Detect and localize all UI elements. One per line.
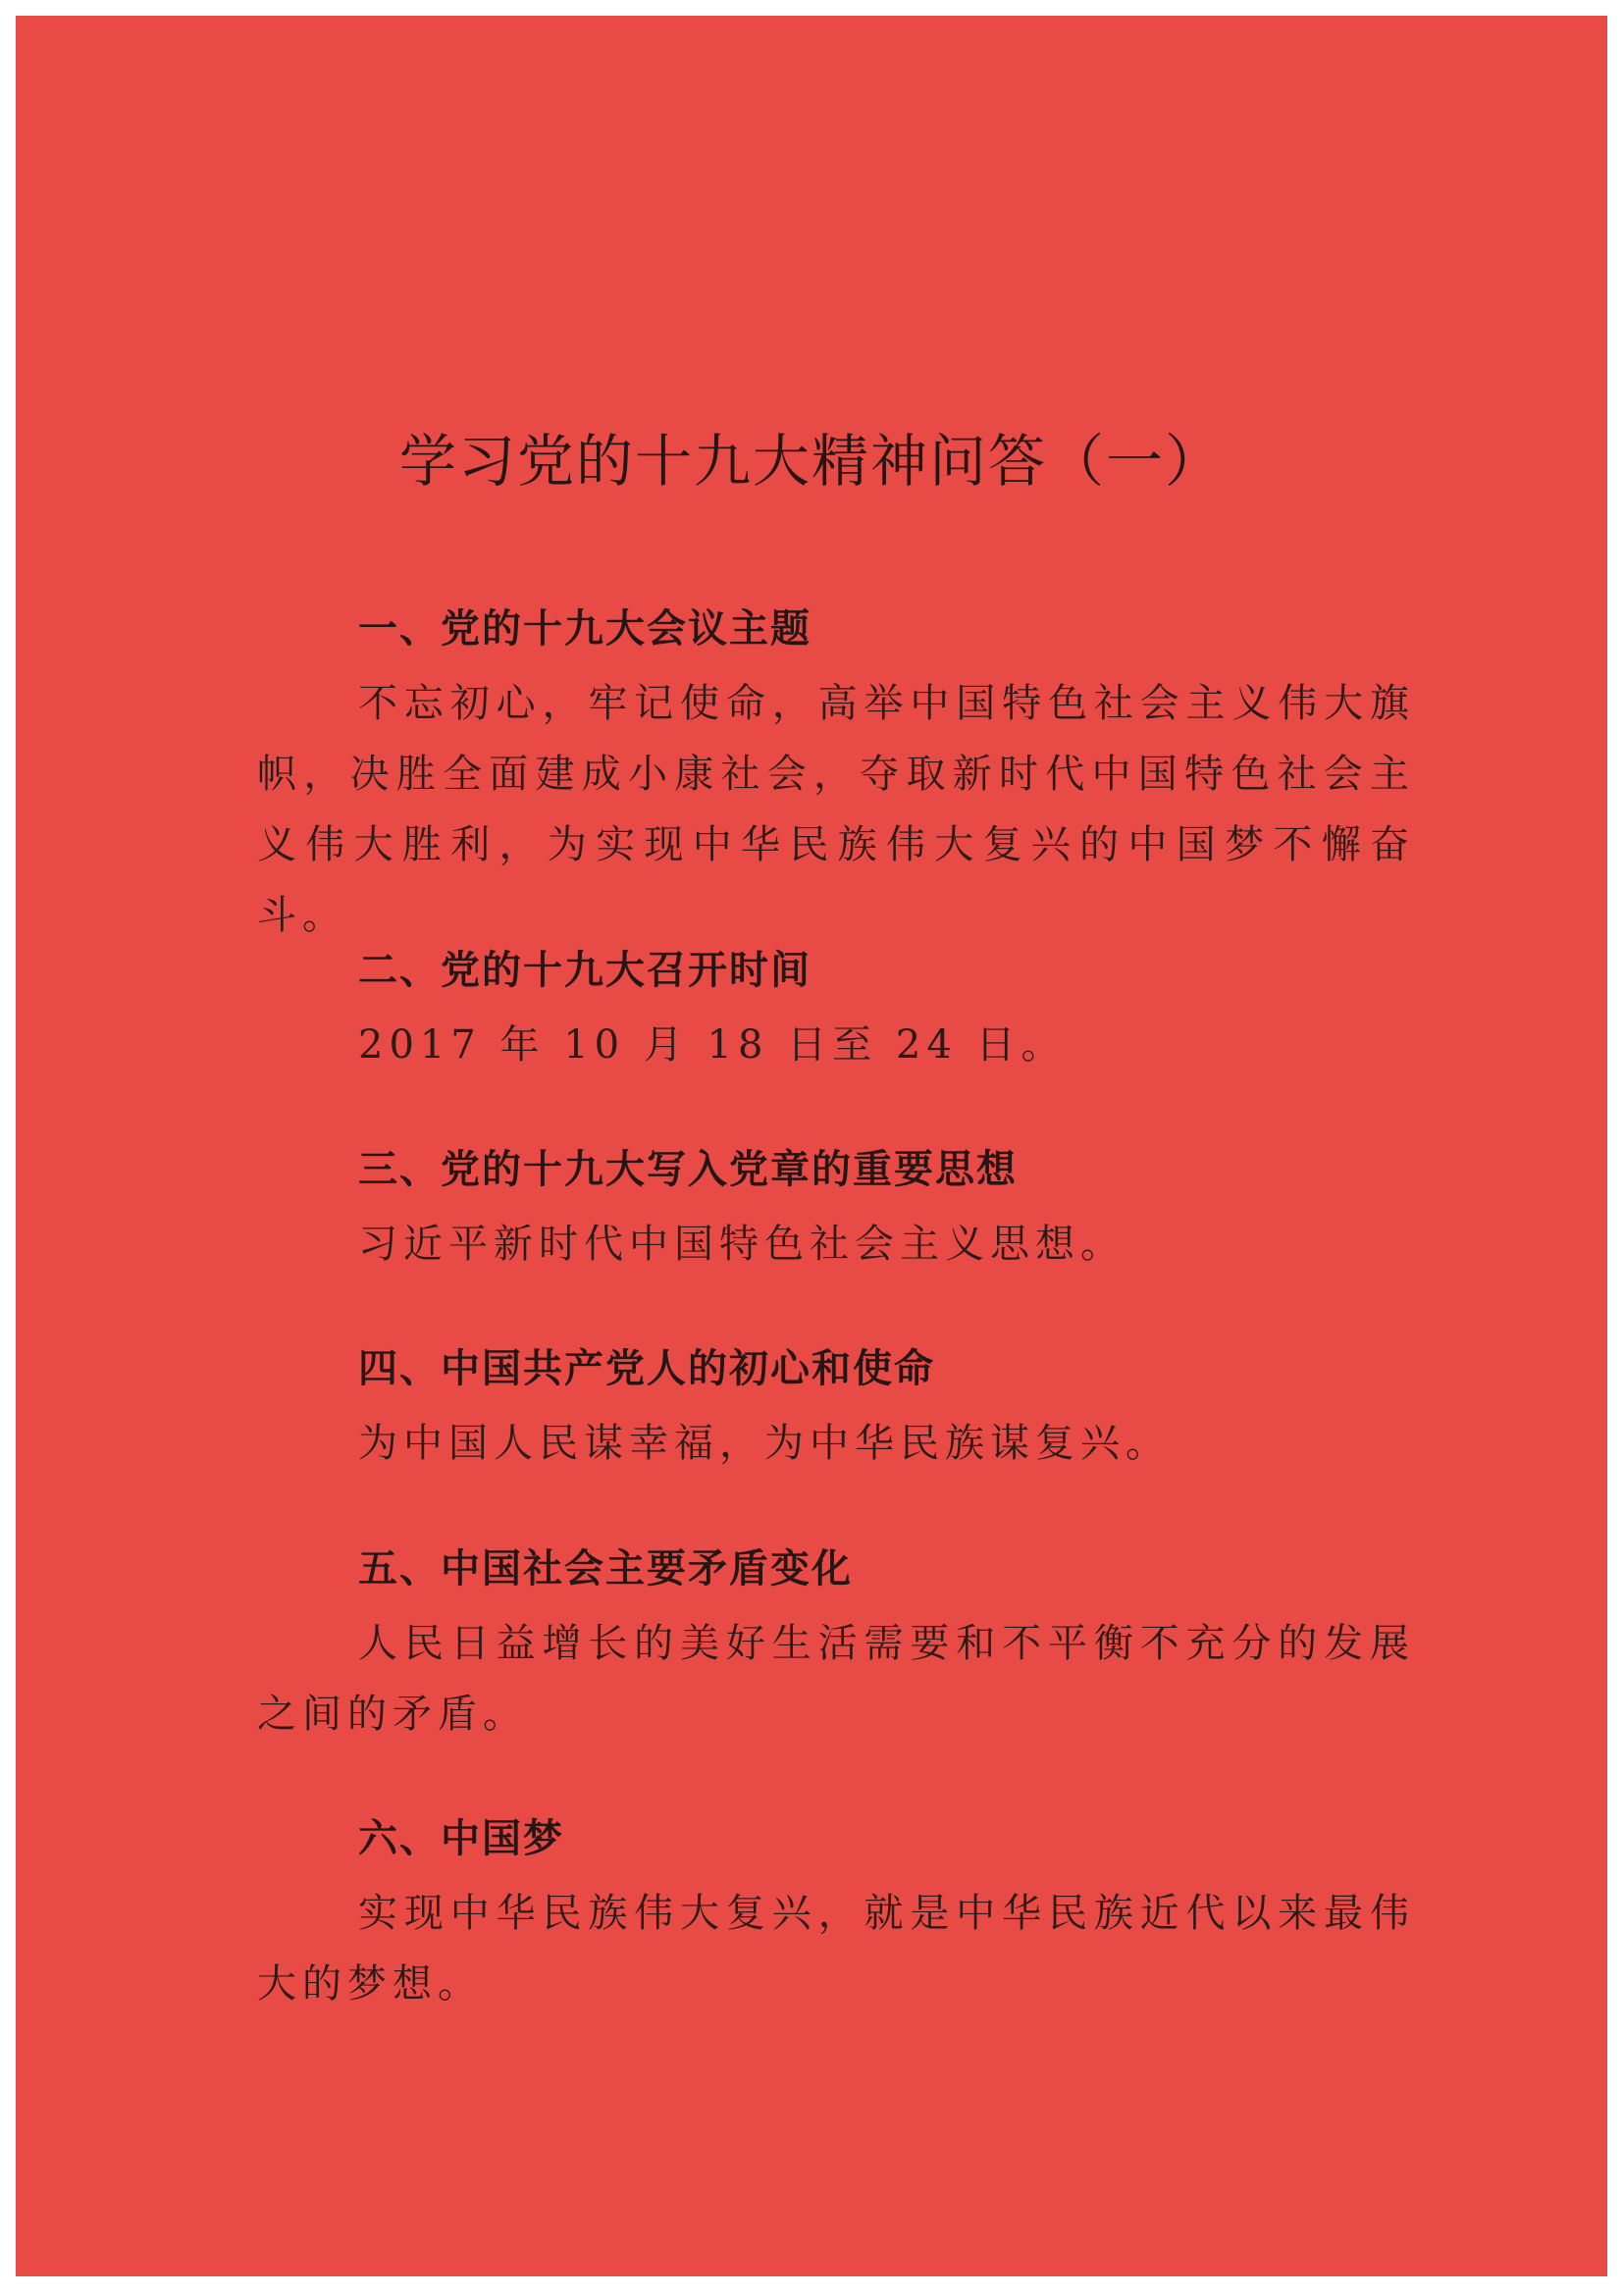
document-title: 学习党的十九大精神问答（一） [398, 428, 1224, 495]
document-page [16, 16, 1607, 2276]
section-body: 为中国人民谋幸福，为中华民族谋复兴。 [358, 1421, 1171, 1466]
section-1 [257, 601, 1415, 951]
section-6 [257, 1811, 1415, 2019]
section-4 [257, 1341, 1415, 1479]
section-heading: 四、中国共产党人的初心和使命 [358, 1346, 935, 1391]
section-body: 2017 年 10 月 18 日至 24 日。 [358, 1022, 1067, 1068]
section-heading: 五、中国社会主要矛盾变化 [358, 1546, 853, 1592]
section-2 [257, 943, 1415, 1080]
section-heading: 三、党的十九大写入党章的重要思想 [358, 1147, 1018, 1192]
section-body: 实现中华民族伟大复兴，就是中华民族近代以来最伟大的梦想。 [257, 1891, 1415, 2007]
section-5 [257, 1541, 1415, 1749]
section-heading: 二、党的十九大召开时间 [358, 948, 812, 993]
section-heading: 一、党的十九大会议主题 [358, 606, 812, 652]
section-body: 人民日益增长的美好生活需要和不平衡不充分的发展之间的矛盾。 [257, 1621, 1415, 1737]
section-heading: 六、中国梦 [358, 1816, 564, 1861]
section-body: 不忘初心，牢记使命，高举中国特色社会主义伟大旗帜，决胜全面建成小康社会，夺取新时代中国特色社会主义伟大胜利，为实现中华民族伟大复兴的中国梦不懈奋斗。 [257, 681, 1415, 938]
section-3 [257, 1142, 1415, 1279]
section-body: 习近平新时代中国特色社会主义思想。 [358, 1222, 1126, 1267]
